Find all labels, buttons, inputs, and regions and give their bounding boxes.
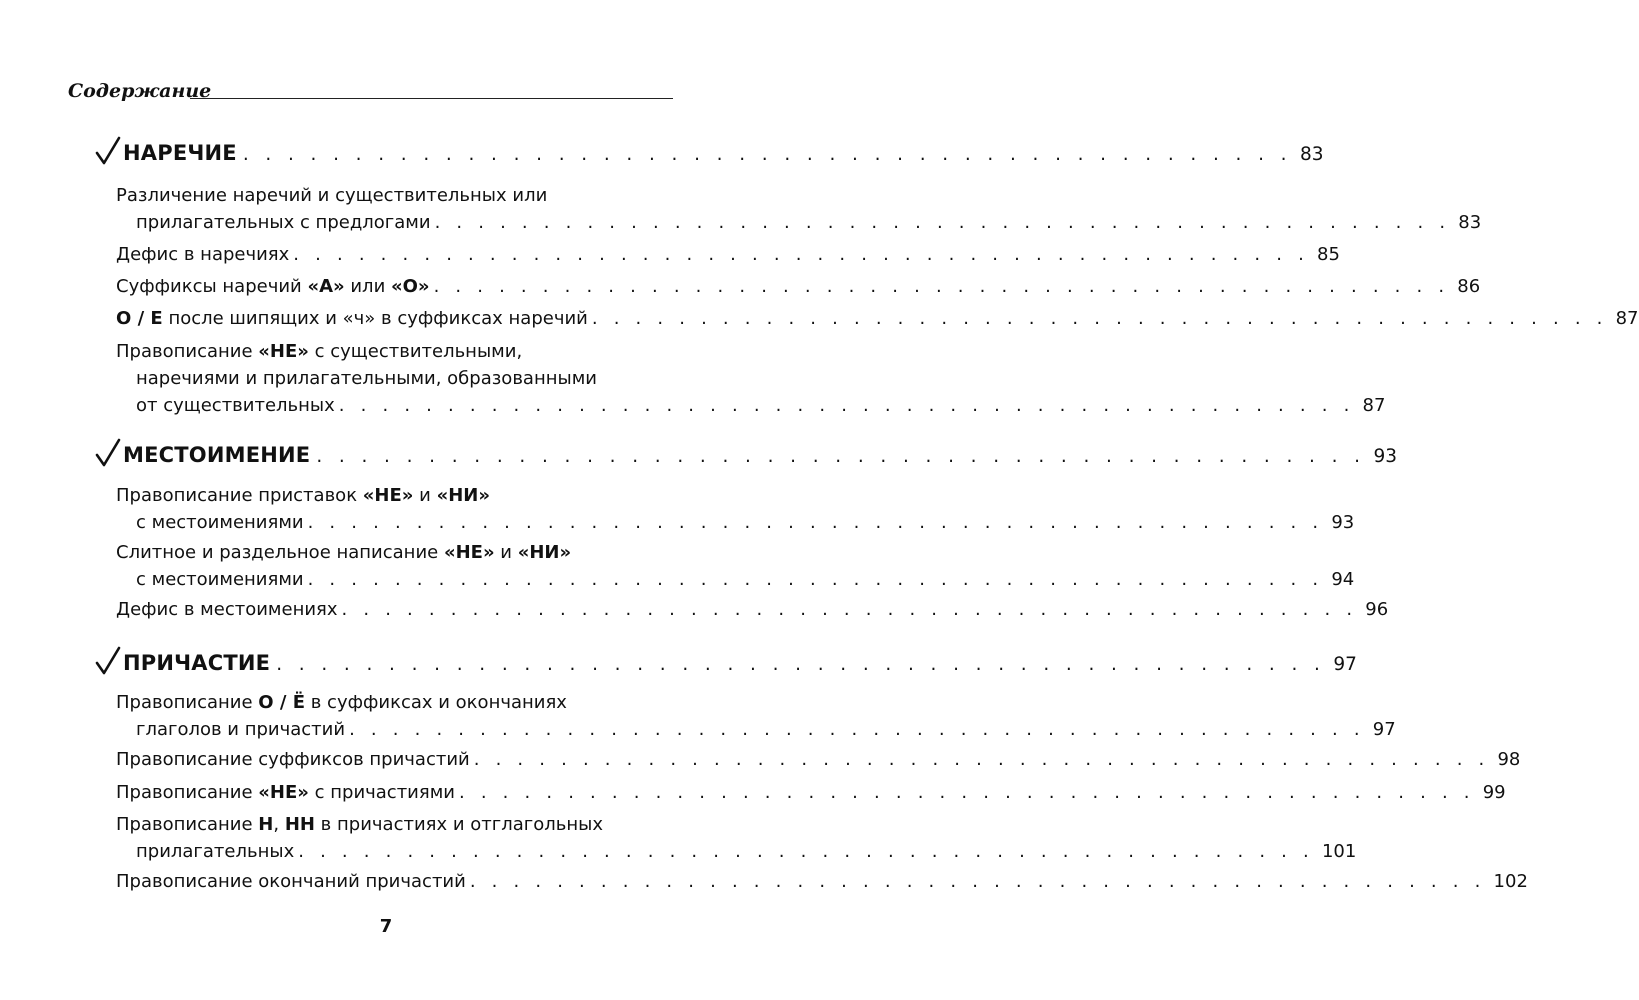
page-header xyxy=(68,80,673,102)
dot-leader: . . . . . . . . . . . . . . . . . . . . . . . . . . . . . . . . . . . . . . . . . . . . . . . xyxy=(242,144,1292,165)
page-number: 96 xyxy=(1365,599,1389,620)
page-number: 83 xyxy=(1299,144,1324,165)
dot-leader: . . . . . . . . . . . . . . . . . . . . . . . . . . . . . . . . . . . . . . . . . . . . . . . xyxy=(433,276,1450,297)
entry-text: с местоимениями xyxy=(136,569,304,590)
header-rule xyxy=(190,98,673,99)
page-number: 101 xyxy=(1321,841,1357,862)
dot-leader: . . . . . . . . . . . . . . . . . . . . . . . . . . . . . . . . . . . . . . . . . . . . . . . xyxy=(298,841,1314,862)
toc-entry xyxy=(116,338,1386,419)
page-number: 102 xyxy=(1493,871,1528,892)
page-folio: 7 xyxy=(379,916,393,937)
page-number: 99 xyxy=(1482,782,1506,803)
entry-text: Суффиксы наречий «А» или «О» xyxy=(116,276,430,297)
page-number: 85 xyxy=(1317,244,1340,265)
page-number: 83 xyxy=(1458,212,1482,233)
entry-text: О / Е после шипящих и «ч» в суффиксах наречий xyxy=(116,308,588,329)
entry-text: Правописание суффиксов причастий xyxy=(116,749,470,770)
page-number: 97 xyxy=(1333,654,1357,675)
toc-entry xyxy=(116,689,1396,743)
toc-entry xyxy=(116,539,1355,593)
page-number: 87 xyxy=(1615,308,1639,329)
page-number: 97 xyxy=(1372,719,1396,740)
dot-leader: . . . . . . . . . . . . . . . . . . . . . . . . . . . . . . . . . . . . . . . . . . . . . . . xyxy=(341,599,1358,620)
entry-text: с местоимениями xyxy=(136,512,304,533)
page-number: 98 xyxy=(1497,749,1521,770)
dot-leader: . . . . . . . . . . . . . . . . . . . . . . . . . . . . . . . . . . . . . . . . . . . . . . . xyxy=(338,395,1355,416)
page-number: 94 xyxy=(1331,569,1355,590)
toc-entry xyxy=(116,273,1481,300)
dot-leader: . . . . . . . . . . . . . . . . . . . . . . . . . . . . . . . . . . . . . . . . . . . . . . . xyxy=(473,749,1490,770)
entry-text: Правописание «НЕ» с существительными, xyxy=(116,341,523,362)
toc-section-heading xyxy=(95,636,1357,676)
page-number: 93 xyxy=(1373,446,1398,467)
entry-text: Дефис в наречиях xyxy=(116,244,290,265)
page-title: Содержание xyxy=(68,80,212,102)
entry-text: Различение наречий и существительных или xyxy=(116,185,548,206)
dot-leader: . . . . . . . . . . . . . . . . . . . . . . . . . . . . . . . . . . . . . . . . . . . . . . . xyxy=(316,446,1366,467)
dot-leader: . . . . . . . . . . . . . . . . . . . . . . . . . . . . . . . . . . . . . . . . . . . . . . . xyxy=(459,782,1475,803)
dot-leader: . . . . . . . . . . . . . . . . . . . . . . . . . . . . . . . . . . . . . . . . . . . . . . . xyxy=(434,212,1451,233)
entry-text: глаголов и причастий xyxy=(136,719,346,740)
section-title: МЕСТОИМЕНИЕ xyxy=(123,443,311,467)
dot-leader: . . . . . . . . . . . . . . . . . . . . . . . . . . . . . . . . . . . . . . . . . . . . . . . xyxy=(276,654,1326,675)
entry-text: Слитное и раздельное написание «НЕ» и «НИ» xyxy=(116,542,572,563)
entry-text: от существительных xyxy=(136,395,335,416)
toc-entry xyxy=(116,241,1340,268)
toc-entry xyxy=(116,811,1357,865)
toc-entry xyxy=(116,482,1355,536)
entry-text: Правописание «НЕ» с причастиями xyxy=(116,782,455,803)
dot-leader: . . . . . . . . . . . . . . . . . . . . . . . . . . . . . . . . . . . . . . . . . . . . . . . xyxy=(469,871,1486,892)
checkmark-icon xyxy=(95,646,121,676)
toc-entry xyxy=(116,868,1528,895)
dot-leader: . . . . . . . . . . . . . . . . . . . . . . . . . . . . . . . . . . . . . . . . . . . . . . . xyxy=(591,308,1608,329)
page-number: 93 xyxy=(1331,512,1355,533)
toc-entry xyxy=(116,779,1506,806)
toc-entry xyxy=(116,305,1639,332)
dot-leader: . . . . . . . . . . . . . . . . . . . . . . . . . . . . . . . . . . . . . . . . . . . . . . . xyxy=(349,719,1365,740)
section-title: НАРЕЧИЕ xyxy=(123,141,237,165)
dot-leader: . . . . . . . . . . . . . . . . . . . . . . . . . . . . . . . . . . . . . . . . . . . . . . . xyxy=(307,569,1324,590)
entry-text: Правописание О / Ё в суффиксах и окончаниях xyxy=(116,692,567,713)
checkmark-icon xyxy=(95,136,121,166)
entry-text: Правописание Н, НН в причастиях и отглагольных xyxy=(116,814,603,835)
entry-text: наречиями и прилагательными, образованными xyxy=(136,368,597,389)
toc-entry xyxy=(116,596,1389,623)
page-number: 86 xyxy=(1457,276,1481,297)
entry-text: прилагательных с предлогами xyxy=(136,212,431,233)
entry-text: Правописание приставок «НЕ» и «НИ» xyxy=(116,485,490,506)
section-title: ПРИЧАСТИЕ xyxy=(123,651,271,675)
checkmark-icon xyxy=(95,438,121,468)
dot-leader: . . . . . . . . . . . . . . . . . . . . . . . . . . . . . . . . . . . . . . . . . . . . . . . xyxy=(307,512,1324,533)
toc-section-heading xyxy=(95,428,1398,468)
entry-text: прилагательных xyxy=(136,841,295,862)
dot-leader: . . . . . . . . . . . . . . . . . . . . . . . . . . . . . . . . . . . . . . . . . . . . . . . xyxy=(293,244,1310,265)
toc-entry xyxy=(116,746,1521,773)
toc-entry xyxy=(116,182,1482,236)
entry-text: Дефис в местоимениях xyxy=(116,599,338,620)
entry-text: Правописание окончаний причастий xyxy=(116,871,466,892)
page-number: 87 xyxy=(1362,395,1386,416)
toc-section-heading xyxy=(95,126,1324,166)
